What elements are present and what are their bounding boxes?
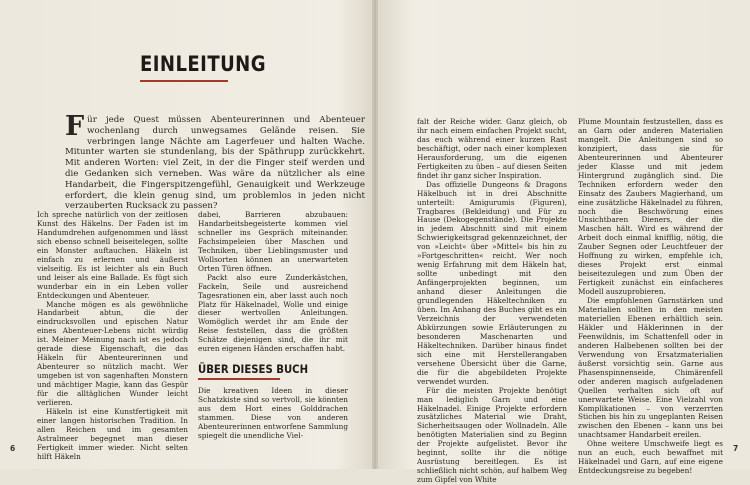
left-page — [0, 0, 375, 469]
paragraph: Die kreativen Ideen in dieser Schatzkiste sind so vertvoll, sie könnten aus dem Hort eines Golddrachen stammen. Diese von anderen Abenteurerinnen entworfene Sammlung spiegelt die unendliche Viel- — [198, 386, 348, 441]
text-column-3 — [417, 118, 567, 485]
page-number-left: 6 — [10, 444, 16, 453]
drop-cap: F — [65, 111, 85, 142]
page-title: EINLEITUNG — [140, 52, 266, 76]
paragraph: Manche mögen es als gewöhnliche Handarbeit abtun, die der eindrucksvollen und epischen Natur eines Abenteuer-Lebens nicht würdig ist. Meiner Meinung nach ist es jedoch gerade diese Eigenschaft, die das Häkeln für Abenteurerinnen und Abenteurer so nützlich macht. Wer umgeben ist von sagenhaften Monstern und mächtiger Magie, kann das Gespür für die alltäglichen Wunder leicht verlieren. — [37, 299, 188, 408]
paragraph: falt der Reiche wider. Ganz gleich, ob ihr nach einem einfachen Projekt sucht, das euch während einer kurzen Rast beschäftigt, oder nach einer komplexen Herausforderung, um die eigenen Fertigkeiten zu üben – auf diesen Seiten findet ihr ganz sicher Inspiration. — [417, 117, 567, 180]
section-heading: ÜBER DIESES BUCH — [198, 362, 309, 377]
title-underline — [140, 80, 228, 82]
paragraph: Ich spreche natürlich von der zeitlosen Kunst des Häkelns. Der Faden ist im Handumdrehen aufgenommen und lässt sich ebenso schnell beiseitelegen, sollte ein Monster auftauchen. Häkeln ist einfach zu erlernen und äußerst vielseitig. Es ist leichter als ein Buch und leiser als eine Ballade. Es fügt sich wunderbar ein in ein Leben voller Entdeckungen und Abenteuer. — [37, 210, 188, 300]
paragraph: Das offizielle Dungeons & Dragons Häkelbuch ist in drei Abschnitte unterteilt: Amigurumis (Figuren), Tragbares (Bekleidung) und Für zu Hause (Dekogegenstände). Die Projekte in jedem Abschnitt sind mit einem Schwierigkeitsgrad gekennzeichnet, der von »Leicht« über »Mittel« bis hin zu »Fortgeschritten« reicht. Wer noch wenig Erfahrung mit dem Häkeln hat, sollte unbedingt mit den Anfängerprojekten beginnen, um anhand dieser Anleitungen die grundlegenden Häkeltechniken zu üben. Im Anhang des Buches gibt es ein Verzeichnis der verwendeten Abkürzungen sowie Erläuterungen zu besonderen Maschenarten und Häkeltechniken. Darüber hinaus findet sich eine mit Herstellerangaben versehene Übersicht über die Garne, die für die abgebildeten Projekte verwendet wurden. — [417, 179, 567, 386]
paragraph: Packt also eure Zunderkästchen, Fackeln, Seile und ausreichend Tagesrationen ein, aber lasst auch noch Platz für Häkelnadel, Wolle und einige dieser wertvollen Anleitungen. Womöglich werdet ihr am Ende der Reise feststellen, dass die größten Schätze diejenigen sind, die ihr mit euren eigenen Händen erschaffen habt. — [198, 272, 348, 354]
intro-paragraph — [65, 111, 365, 212]
intro-text: ür jede Quest müssen Abenteurerinnen und Abenteuer wochenlang durch unwegsames Gelände reisen. Sie verbringen lange Nächte am Lagerfeuer und halten Wache. Mitunter warten sie stundenlang, bis der Späthrupp zurückkehrt. Mit anderen Worten: viel Zeit, in der die Finger steif werden und die Gedanken sich verneben. Was wäre da nützlicher als eine Handarbeit, die Fingerspitzengefühl, Genauigkeit und Werkzeuge erfordert, die klein genug sind, um problemlos in jeden nicht verzauberten Rucksack zu passen? — [65, 115, 365, 212]
paragraph: dabei, Barrieren abzubauen: Handarbeitsbegeisterte kommen viel schneller ins Gespräch miteinander. Fachsimpeleien über Maschen und Techniken, über Lieblingsmuster und Wollsorten können an unerwarteten Orten Türen öffnen. — [198, 210, 348, 273]
text-column-1 — [37, 211, 188, 462]
page-number-right: 7 — [733, 444, 739, 453]
paragraph: Ohne weitere Umschweife liegt es nun an euch, euch bewaffnet mit Häkelnadel und Garn, auf eine eigene Entdeckungsreise zu begeben! — [578, 439, 723, 476]
right-page — [375, 0, 750, 485]
paragraph: Plume Mountain festzustellen, dass es an Garn oder anderen Materialien mangelt. Die Anleitungen sind so konzipiert, dass sie für Abenteurerinnen und Abenteurer jeder Klasse und mit jedem Hintergrund zugänglich sind. Die Techniken erfordern weder den Einsatz des Zaubers Magierhand, um eine zusätzliche Häkelnadel zu führen, noch die Beschwörung eines Unsichtbaren Dieners, der die Maschen hält. Wird es während der Arbeit doch einmal knifflig, nötig, die Zauber Segnen oder Leuchtfeuer der Hoffnung zu wirken, empfehle ich, dieses Projekt erst einmal beiseitezulegen und zum Üben der Fertigkeit zunächst ein einfacheres Modell auszuprobieren. — [578, 117, 723, 297]
text-column-2 — [198, 211, 348, 441]
text-column-4 — [578, 118, 723, 476]
paragraph: Die empfohlenen Garnstärken und Materialien sollten in den meisten materiellen Ebenen erhältlich sein. Häkler und Häklerinnen in der Feenwildnis, im Schattenfell oder in anderen Halbebenen sollten bei der Verwendung von Ersatzmaterialien äußerst vorsichtig sein. Garne aus Phasenspinnenseide, Chimärenfell oder anderen magisch aufgeladenen Quellen verhalten sich oft auf unerwartete Weise. Eine Vielzahl von Komplikationen – von verzerrten Stichen bis hin zu ungeplanten Reisen zwischen den Ebenen – kann uns bei unachtsamer Handarbeit ereilen. — [578, 296, 723, 440]
section-underline — [198, 378, 280, 380]
paragraph: Häkeln ist eine Kunstfertigkeit mit einer langen historischen Tradition. In allen Reichen und im gesamten Astralmeer begegnet man dieser Fertigkeit immer wieder. Nicht selten hilft Häkeln — [37, 406, 188, 461]
paragraph: Für die meisten Projekte benötigt man lediglich Garn und eine Häkelnadel. Einige Projekte erfordern zusätzliches Material wie Draht, Sicherheitsaugen oder Wollnadeln. Alle benötigten Materialien sind zu Beginn der Projekte aufgelistet. Bevor ihr beginnt, sollte ihr die nötige Ausrüstung bereitlegen. Es ist schließlich nicht schön, auf halbem Weg zum Gipfel von White — [417, 385, 567, 485]
